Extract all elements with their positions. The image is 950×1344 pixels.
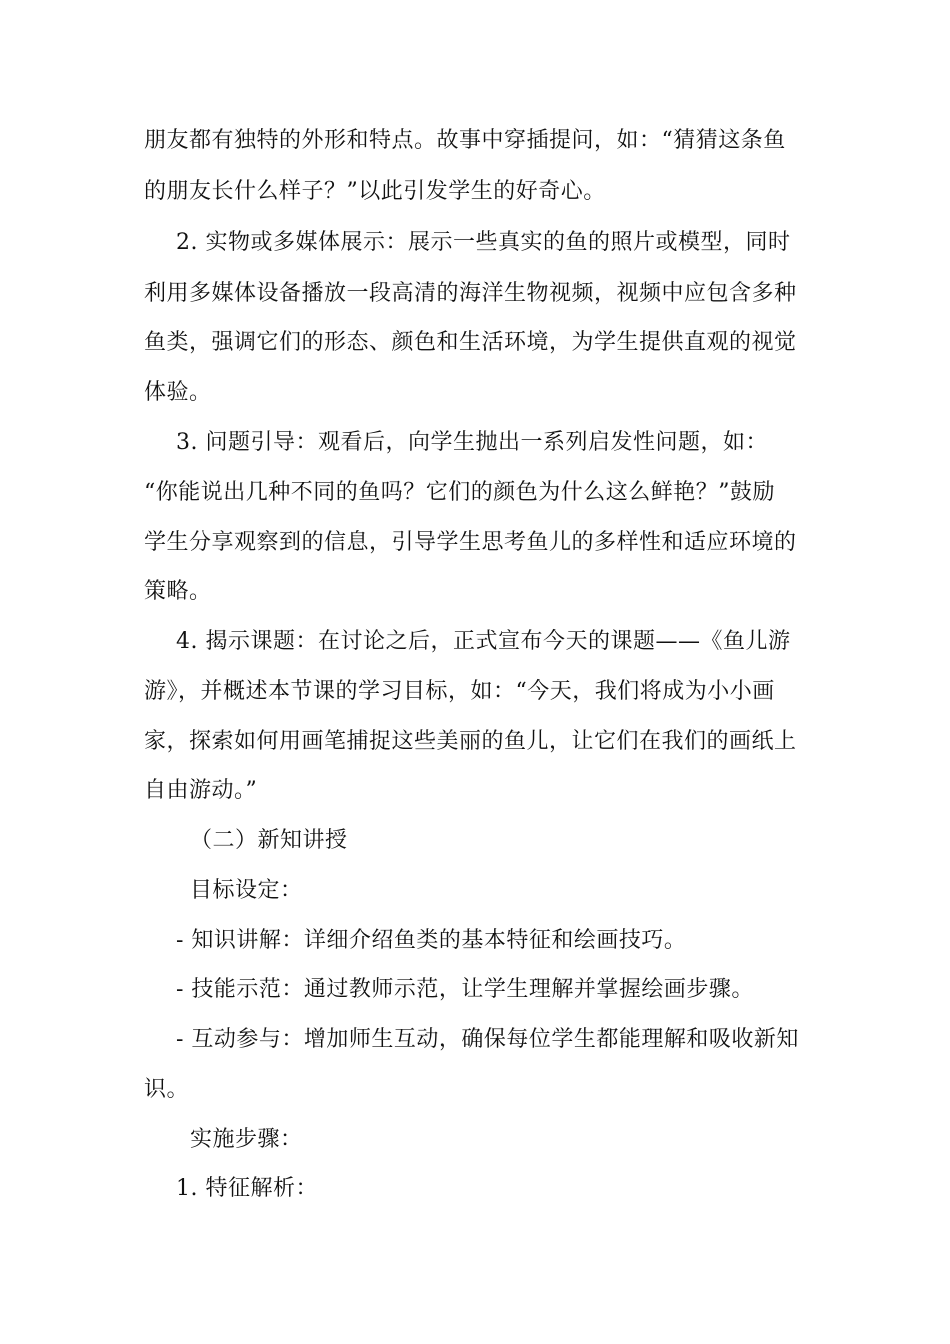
text-line: 识。 xyxy=(144,1077,190,1102)
text-line: 策略。 xyxy=(144,579,212,604)
subheading: 实施步骤： xyxy=(190,1127,303,1152)
text-line: 家，探索如何用画笔捕捉这些美丽的鱼儿，让它们在我们的画纸上 xyxy=(144,729,797,754)
section-heading: （二）新知讲授 xyxy=(190,828,348,853)
text-line: 游》，并概述本节课的学习目标，如：“今天，我们将成为小小画 xyxy=(144,679,775,704)
text-line: 4. 揭示课题：在讨论之后，正式宣布今天的课题——《鱼儿游 xyxy=(176,629,791,654)
list-item: - 知识讲解：详细介绍鱼类的基本特征和绘画技巧。 xyxy=(176,928,687,953)
text-line: “你能说出几种不同的鱼吗？它们的颜色为什么这么鲜艳？”鼓励 xyxy=(144,480,775,505)
list-item: - 互动参与：增加师生互动，确保每位学生都能理解和吸收新知 xyxy=(176,1027,799,1052)
text-line: 体验。 xyxy=(144,380,212,405)
text-line: 3. 问题引导：观看后，向学生抛出一系列启发性问题，如： xyxy=(176,430,768,455)
text-line: 朋友都有独特的外形和特点。故事中穿插提问，如：“猜猜这条鱼 xyxy=(144,128,786,153)
text-line: 自由游动。” xyxy=(144,778,258,803)
subheading: 目标设定： xyxy=(190,878,303,903)
list-item: 1. 特征解析： xyxy=(176,1176,318,1201)
text-line: 利用多媒体设备播放一段高清的海洋生物视频，视频中应包含多种 xyxy=(144,281,797,306)
text-line: 学生分享观察到的信息，引导学生思考鱼儿的多样性和适应环境的 xyxy=(144,530,797,555)
text-line: 鱼类，强调它们的形态、颜色和生活环境，为学生提供直观的视觉 xyxy=(144,330,797,355)
list-item: - 技能示范：通过教师示范，让学生理解并掌握绘画步骤。 xyxy=(176,977,754,1002)
text-line: 2. 实物或多媒体展示：展示一些真实的鱼的照片或模型，同时 xyxy=(176,230,791,255)
text-line: 的朋友长什么样子？”以此引发学生的好奇心。 xyxy=(144,179,606,204)
